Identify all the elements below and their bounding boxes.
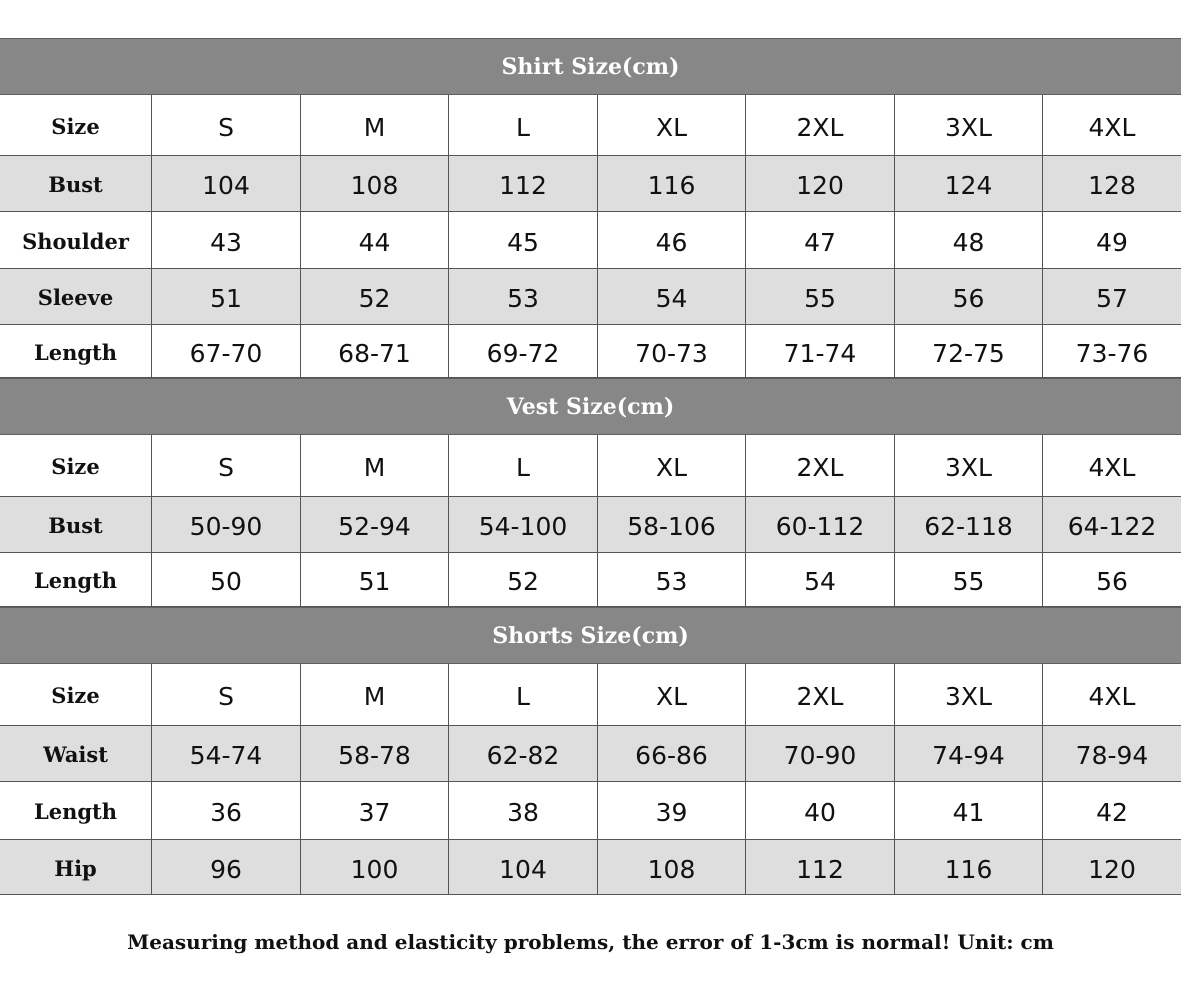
table-cell: 47 bbox=[746, 212, 895, 268]
row-label: Waist bbox=[0, 726, 152, 781]
table-cell: L bbox=[449, 664, 598, 725]
table-cell: 3XL bbox=[895, 95, 1043, 155]
table-cell: L bbox=[449, 435, 598, 496]
table-cell: M bbox=[301, 95, 449, 155]
table-cell: 45 bbox=[449, 212, 598, 268]
row-label: Sleeve bbox=[0, 269, 152, 324]
table-cell: 54 bbox=[598, 269, 746, 324]
table-cell: 51 bbox=[301, 553, 449, 606]
table-cell: 120 bbox=[1088, 854, 1136, 884]
table-cell: 57 bbox=[1096, 284, 1128, 313]
table-cell: 124 bbox=[895, 156, 1043, 211]
table-cell: 2XL bbox=[746, 95, 895, 155]
section-title-vest: Vest Size(cm) bbox=[0, 378, 1181, 435]
row-label: Length bbox=[0, 325, 152, 377]
table-cell: XL bbox=[598, 664, 746, 725]
table-row bbox=[0, 95, 1181, 156]
table-cell: 68-71 bbox=[301, 325, 449, 377]
row-label: Shoulder bbox=[0, 212, 152, 268]
table-cell: 41 bbox=[895, 782, 1043, 839]
table-cell: 53 bbox=[449, 269, 598, 324]
row-label: Length bbox=[0, 782, 152, 839]
table-cell: 55 bbox=[746, 269, 895, 324]
table-cell: 74-94 bbox=[895, 726, 1043, 781]
table-cell: 55 bbox=[895, 553, 1043, 606]
table-cell: XL bbox=[598, 435, 746, 496]
table-cell: 52 bbox=[301, 269, 449, 324]
table-cell: 104 bbox=[152, 156, 301, 211]
table-cell: M bbox=[301, 664, 449, 725]
table-cell: 44 bbox=[301, 212, 449, 268]
table-cell: M bbox=[301, 435, 449, 496]
table-cell: 40 bbox=[746, 782, 895, 839]
table-row bbox=[0, 726, 1181, 782]
table-cell: 43 bbox=[152, 212, 301, 268]
row-label: Length bbox=[0, 553, 152, 606]
table-row bbox=[0, 269, 1181, 325]
table-cell: 62-118 bbox=[895, 497, 1043, 552]
table-cell: 2XL bbox=[746, 435, 895, 496]
table-cell: 60-112 bbox=[746, 497, 895, 552]
table-cell: 78-94 bbox=[1075, 741, 1149, 770]
table-cell: 69-72 bbox=[449, 325, 598, 377]
table-cell: 2XL bbox=[746, 664, 895, 725]
table-cell: 72-75 bbox=[895, 325, 1043, 377]
row-label: Size bbox=[0, 95, 152, 155]
table-row bbox=[0, 553, 1181, 607]
section-title-shirt: Shirt Size(cm) bbox=[0, 38, 1181, 95]
table-row bbox=[0, 435, 1181, 497]
table-cell: 52-94 bbox=[301, 497, 449, 552]
table-row bbox=[0, 840, 1181, 895]
table-cell: 58-78 bbox=[301, 726, 449, 781]
table-cell: 100 bbox=[301, 840, 449, 894]
table-cell: 73-76 bbox=[1075, 338, 1149, 368]
table-row bbox=[0, 497, 1181, 553]
table-cell: 54-100 bbox=[449, 497, 598, 552]
table-cell: S bbox=[152, 435, 301, 496]
table-cell: 112 bbox=[746, 840, 895, 894]
table-row bbox=[0, 664, 1181, 726]
row-label: Bust bbox=[0, 497, 152, 552]
table-cell: 96 bbox=[152, 840, 301, 894]
table-cell: 3XL bbox=[895, 435, 1043, 496]
table-cell: XL bbox=[598, 95, 746, 155]
table-cell: 54-74 bbox=[152, 726, 301, 781]
table-cell: 120 bbox=[746, 156, 895, 211]
footer-note: Measuring method and elasticity problems, the error of 1-3cm is normal! Unit: cm bbox=[127, 930, 1054, 954]
table-cell: 36 bbox=[152, 782, 301, 839]
table-cell: 48 bbox=[895, 212, 1043, 268]
table-cell: 46 bbox=[598, 212, 746, 268]
table-cell: 50 bbox=[152, 553, 301, 606]
table-cell: 62-82 bbox=[449, 726, 598, 781]
table-cell: 128 bbox=[1088, 171, 1136, 200]
table-row bbox=[0, 156, 1181, 212]
table-cell: 70-73 bbox=[598, 325, 746, 377]
table-cell: 4XL bbox=[1088, 682, 1136, 711]
table-cell: 50-90 bbox=[152, 497, 301, 552]
table-cell: 67-70 bbox=[152, 325, 301, 377]
table-cell: 116 bbox=[598, 156, 746, 211]
table-cell: 116 bbox=[895, 840, 1043, 894]
table-cell: 54 bbox=[746, 553, 895, 606]
table-cell: 37 bbox=[301, 782, 449, 839]
table-cell: 4XL bbox=[1088, 112, 1136, 142]
row-label: Bust bbox=[0, 156, 152, 211]
table-cell: S bbox=[152, 664, 301, 725]
table-cell: 108 bbox=[598, 840, 746, 894]
table-cell: 64-122 bbox=[1067, 512, 1157, 541]
table-row bbox=[0, 212, 1181, 269]
table-cell: 51 bbox=[152, 269, 301, 324]
table-cell: S bbox=[152, 95, 301, 155]
table-cell: 58-106 bbox=[598, 497, 746, 552]
section-title-shorts: Shorts Size(cm) bbox=[0, 607, 1181, 664]
table-row bbox=[0, 325, 1181, 378]
table-cell: 4XL bbox=[1088, 453, 1136, 482]
table-cell: 42 bbox=[1096, 798, 1128, 827]
table-cell: 108 bbox=[301, 156, 449, 211]
table-cell: 71-74 bbox=[746, 325, 895, 377]
table-cell: 56 bbox=[895, 269, 1043, 324]
table-row bbox=[0, 782, 1181, 840]
table-cell: 112 bbox=[449, 156, 598, 211]
row-label: Size bbox=[0, 664, 152, 725]
row-label: Hip bbox=[0, 840, 152, 894]
table-cell: 53 bbox=[598, 553, 746, 606]
table-cell: 70-90 bbox=[746, 726, 895, 781]
table-cell: 38 bbox=[449, 782, 598, 839]
table-cell: 52 bbox=[449, 553, 598, 606]
table-cell: 3XL bbox=[895, 664, 1043, 725]
table-cell: 49 bbox=[1096, 227, 1128, 257]
table-cell: L bbox=[449, 95, 598, 155]
table-cell: 66-86 bbox=[598, 726, 746, 781]
table-cell: 56 bbox=[1096, 567, 1128, 596]
size-chart-table bbox=[0, 38, 1181, 895]
table-cell: 39 bbox=[598, 782, 746, 839]
row-label: Size bbox=[0, 435, 152, 496]
table-cell: 104 bbox=[449, 840, 598, 894]
